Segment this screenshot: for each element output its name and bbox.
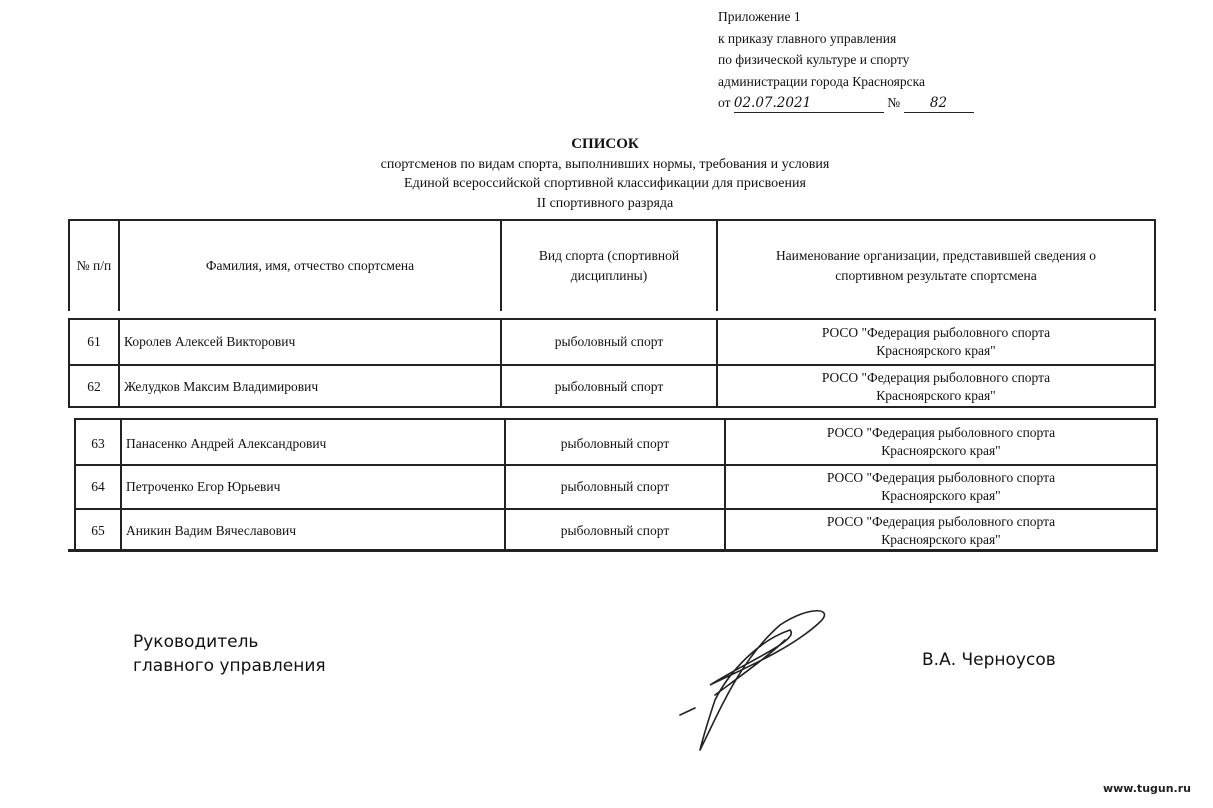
- row-63-org-line-2: Красноярского края": [881, 443, 1001, 458]
- row-65-num: 65: [91, 523, 105, 538]
- title-heading: СПИСОК: [571, 136, 639, 152]
- row-63-org-line-1: РОСО "Федерация рыболовного спорта: [826, 425, 1056, 440]
- row-63-name: Панасенко Андрей Александрович: [126, 436, 327, 451]
- row-64-sport: рыболовный спорт: [560, 479, 670, 494]
- header-name: Фамилия, имя, отчество спортсмена: [205, 258, 415, 273]
- row-61-org: [718, 320, 1154, 364]
- row-65-name: Аникин Вадим Вячеславович: [126, 523, 297, 538]
- annex-line-4: администрации города Красноярска: [718, 73, 925, 89]
- annex-line-1: Приложение 1: [718, 9, 801, 24]
- table-fragment-2: [74, 418, 1158, 550]
- annex-date-line: [718, 92, 974, 114]
- row-62-name: Желудков Максим Владимирович: [124, 379, 319, 394]
- row-64-name: Петроченко Егор Юрьевич: [126, 479, 281, 494]
- signer-name: В.А. Черноусов: [922, 650, 1056, 670]
- order-date: 02.07.2021: [734, 94, 884, 113]
- row-61-sport: рыболовный спорт: [554, 334, 664, 349]
- number-prefix: №: [887, 95, 901, 110]
- row-62-num: 62: [87, 379, 101, 394]
- annex-block: [718, 6, 974, 114]
- signer-position-line-2: главного управления: [133, 656, 326, 676]
- row-61-name: Королев Алексей Викторович: [124, 334, 296, 349]
- row-65-org: [726, 510, 1156, 552]
- row-62-org-line-2: Красноярского края": [876, 388, 996, 403]
- row-61-org-line-1: РОСО "Федерация рыболовного спорта: [821, 325, 1051, 340]
- row-62-org: [718, 366, 1154, 408]
- header-org: Наименование организации, представившей сведения о спортивном результате спортсмена: [775, 248, 1097, 283]
- row-64-org-line-1: РОСО "Федерация рыболовного спорта: [826, 470, 1056, 485]
- annex-line-3: по физической культуре и спорту: [718, 52, 910, 67]
- table-header: [68, 219, 1156, 311]
- watermark: www.tugun.ru: [1102, 782, 1191, 795]
- annex-line-2: к приказу главного управления: [718, 30, 897, 46]
- order-number: 82: [904, 94, 974, 113]
- row-64-org: [726, 466, 1156, 508]
- document-title: [200, 135, 1010, 213]
- row-65-sport: рыболовный спорт: [560, 523, 670, 538]
- title-line-1: спортсменов по видам спорта, выполнивших нормы, требования и условия: [380, 156, 830, 172]
- row-62-sport: рыболовный спорт: [554, 379, 664, 394]
- row-62-org-line-1: РОСО "Федерация рыболовного спорта: [821, 370, 1051, 385]
- row-64-num: 64: [91, 479, 105, 494]
- header-num: № п/п: [76, 258, 112, 273]
- signer-position: [133, 630, 326, 678]
- signer-position-line-1: Руководитель: [133, 632, 259, 652]
- header-sport: Вид спорта (спортивной дисциплины): [538, 248, 680, 283]
- row-61-org-line-2: Красноярского края": [876, 343, 996, 358]
- handwritten-signature: [660, 600, 850, 760]
- title-line-2: Единой всероссийской спортивной классификации для присвоения: [404, 176, 806, 191]
- title-line-3: II спортивного разряда: [536, 195, 674, 211]
- table-cut-edge: [68, 549, 1158, 552]
- row-63-sport: рыболовный спорт: [560, 436, 670, 451]
- row-63-org: [726, 420, 1156, 464]
- row-65-org-line-2: Красноярского края": [881, 532, 1001, 547]
- table-fragment-1: [68, 318, 1156, 408]
- date-prefix: от: [718, 95, 731, 110]
- row-63-num: 63: [91, 436, 105, 451]
- row-64-org-line-2: Красноярского края": [881, 488, 1001, 503]
- row-61-num: 61: [87, 334, 101, 349]
- row-65-org-line-1: РОСО "Федерация рыболовного спорта: [826, 514, 1056, 529]
